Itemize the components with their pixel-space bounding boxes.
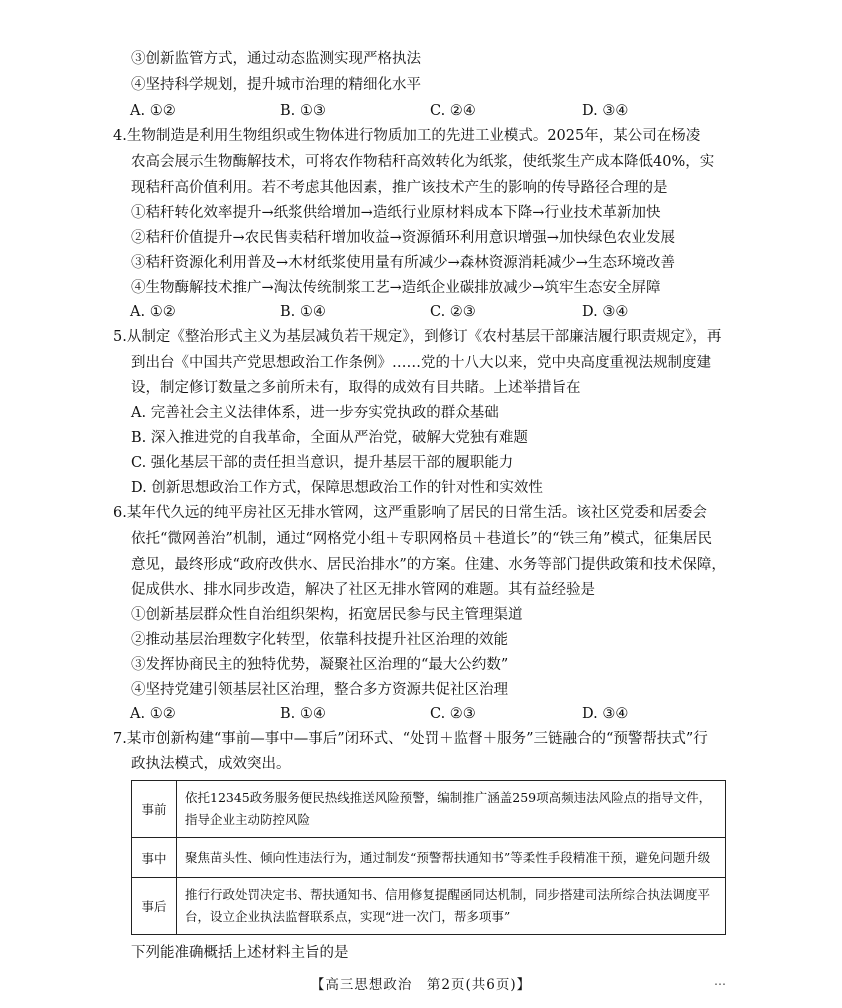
q4-item-2: ②秸秆价值提升→农民售卖秸秆增加收益→资源循环利用意识增强→加快绿色农业发展 xyxy=(131,230,675,246)
q3-option-c[interactable]: C. ②④ xyxy=(430,103,476,119)
q4-item-4: ④生物酶解技术推广→淘汰传统制浆工艺→造纸企业碳排放减少→筑牢生态安全屏障 xyxy=(131,280,661,296)
q7-question: 下列能准确概括上述材料主旨的是 xyxy=(131,945,349,961)
table-row xyxy=(132,838,726,878)
table-row xyxy=(132,878,726,935)
q4-option-d[interactable]: D. ③④ xyxy=(582,304,629,320)
table-value-after: 推行行政处罚决定书、帮扶通知书、信用修复提醒函同达机制，同步搭建司法所综合执法调度平台，设立企业执法监督联系点，实现“进一次门，帮多项事” xyxy=(177,878,726,935)
table-key-after: 事后 xyxy=(132,878,177,935)
q6-item-2: ②推动基层治理数字化转型，依靠科技提升社区治理的效能 xyxy=(131,632,508,648)
q6-stem-line-1: 6.某年代久远的纯平房社区无排水管网，这严重影响了居民的日常生活。该社区党委和居委会 xyxy=(113,505,707,521)
q6-item-4: ④坚持党建引领基层社区治理，整合多方资源共促社区治理 xyxy=(131,682,508,698)
table-row xyxy=(132,781,726,838)
q6-item-3: ③发挥协商民主的独特优势，凝聚社区治理的“最大公约数” xyxy=(131,657,509,673)
q5-option-b[interactable]: B. 深入推进党的自我革命，全面从严治党，破解大党独有难题 xyxy=(131,430,528,446)
q3-item-3: ③创新监管方式，通过动态监测实现严格执法 xyxy=(131,51,421,67)
q4-options xyxy=(130,300,750,324)
q5-option-a[interactable]: A. 完善社会主义法律体系，进一步夯实党执政的群众基础 xyxy=(131,405,499,421)
footer-text: 【高三思想政治 第2页(共6页)】 xyxy=(310,977,532,993)
q6-options xyxy=(130,702,750,726)
q3-option-b[interactable]: B. ①③ xyxy=(280,103,326,119)
q4-stem-line-3: 现秸秆高价值利用。若不考虑其他因素，推广该技术产生的影响的传导路径合理的是 xyxy=(131,180,668,196)
q4-option-c[interactable]: C. ②③ xyxy=(430,304,476,320)
q7-material-table xyxy=(131,780,726,935)
q3-option-a[interactable]: A. ①② xyxy=(130,103,176,119)
q6-item-1: ①创新基层群众性自治组织架构，拓宽居民参与民主管理渠道 xyxy=(131,607,523,623)
table-value-during: 聚焦苗头性、倾向性违法行为，通过制发“预警帮扶通知书”等柔性手段精准干预，避免问题升级 xyxy=(177,838,726,878)
q4-item-3: ③秸秆资源化利用普及→木材纸浆使用量有所减少→森林资源消耗减少→生态环境改善 xyxy=(131,255,675,271)
table-value-before: 依托12345政务服务便民热线推送风险预警，编制推广涵盖259项高频违法风险点的指导文件，指导企业主动防控风险 xyxy=(177,781,726,838)
q3-options xyxy=(130,99,750,123)
q6-stem-line-2: 依托“微网善治”机制，通过“网格党小组＋专职网格员＋巷道长”的“铁三角”模式，征集居民 xyxy=(131,531,712,547)
q6-option-d[interactable]: D. ③④ xyxy=(582,706,629,722)
q5-option-c[interactable]: C. 强化基层干部的责任担当意识，提升基层干部的履职能力 xyxy=(131,455,514,471)
q6-option-b[interactable]: B. ①④ xyxy=(280,706,326,722)
q6-stem-line-4: 促成供水、排水同步改造，解决了社区无排水管网的难题。其有益经验是 xyxy=(131,582,595,598)
q7-stem-line-2: 政执法模式，成效突出。 xyxy=(131,756,291,772)
q4-option-a[interactable]: A. ①② xyxy=(130,304,176,320)
q6-stem-line-3: 意见，最终形成“政府改供水、居民治排水”的方案。住建、水务等部门提供政策和技术保障， xyxy=(131,557,726,573)
q7-stem-line-1: 7.某市创新构建“事前—事中—事后”闭环式、“处罚＋监督＋服务”三链融合的“预警帮扶式”行 xyxy=(113,731,708,747)
q5-option-d[interactable]: D. 创新思想政治工作方式，保障思想政治工作的针对性和实效性 xyxy=(131,480,543,496)
q3-item-4: ④坚持科学规划，提升城市治理的精细化水平 xyxy=(131,77,421,93)
q5-stem-line-3: 设，制定修订数量之多前所未有，取得的成效有目共睹。上述举措旨在 xyxy=(131,380,581,396)
q4-item-1: ①秸秆转化效率提升→纸浆供给增加→造纸行业原材料成本下降→行业技术革新加快 xyxy=(131,205,661,221)
table-key-during: 事中 xyxy=(132,838,177,878)
q5-stem-line-2: 到出台《中国共产党思想政治工作条例》……党的十八大以来，党中央高度重视法规制度建 xyxy=(131,355,711,371)
q4-option-b[interactable]: B. ①④ xyxy=(280,304,326,320)
q3-option-d[interactable]: D. ③④ xyxy=(582,103,629,119)
q6-option-c[interactable]: C. ②③ xyxy=(430,706,476,722)
table-key-before: 事前 xyxy=(132,781,177,838)
q4-stem-line-1: 4.生物制造是利用生物组织或生物体进行物质加工的先进工业模式。2025年，某公司在杨凌 xyxy=(113,128,701,144)
q6-option-a[interactable]: A. ①② xyxy=(130,706,176,722)
corner-mark: … xyxy=(714,974,726,988)
q4-stem-line-2: 农高会展示生物酶解技术，可将农作物秸秆高效转化为纸浆，使纸浆生产成本降低40%，实 xyxy=(131,154,715,170)
q5-stem-line-1: 5.从制定《整治形式主义为基层减负若干规定》，到修订《农村基层干部廉洁履行职责规定》，再 xyxy=(113,329,722,345)
